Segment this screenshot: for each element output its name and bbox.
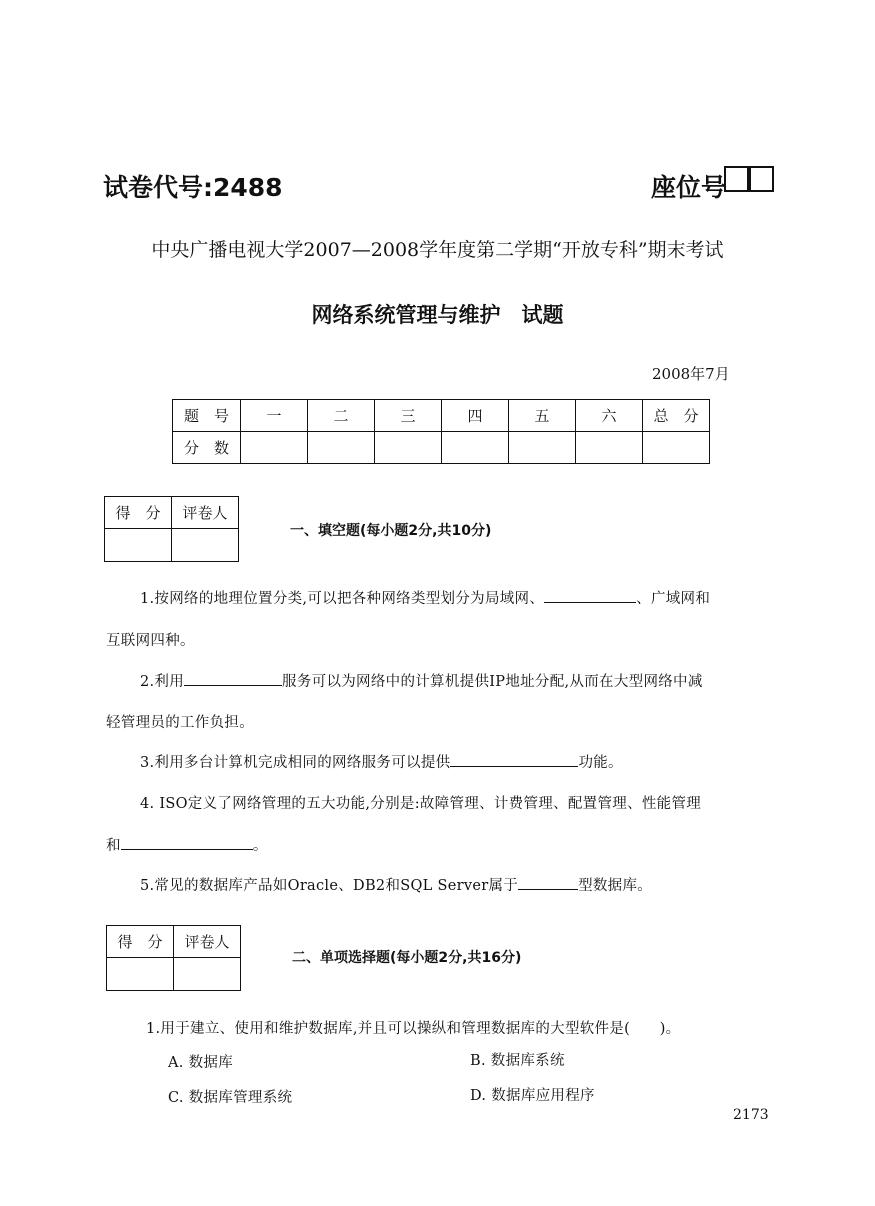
question-text: 型数据库。 (578, 878, 653, 894)
answer-blank[interactable] (184, 671, 282, 686)
mcq-option-c[interactable]: C. 数据库管理系统 (168, 1090, 293, 1106)
question-text: 1.按网络的地理位置分类,可以把各种网络类型划分为局域网、 (140, 591, 545, 607)
score-cell[interactable] (442, 432, 509, 464)
question-text: 。 (252, 838, 268, 854)
score-cell[interactable] (643, 432, 710, 464)
score-table-column-header: 六 (576, 400, 643, 432)
seat-number-box[interactable] (724, 166, 749, 192)
question-text: 、广域网和 (636, 591, 711, 607)
grade-score-label: 得 分 (107, 926, 174, 958)
score-cell[interactable] (576, 432, 643, 464)
mcq-question-1: 1.用于建立、使用和维护数据库,并且可以操纵和管理数据库的大型软件是( )。 (146, 1021, 681, 1037)
score-table-column-header: 四 (442, 400, 509, 432)
question-2 (140, 670, 703, 691)
answer-blank[interactable] (518, 875, 578, 890)
question-2-continuation: 轻管理员的工作负担。 (106, 715, 254, 731)
grade-grader-label: 评卷人 (172, 497, 239, 529)
grade-score-cell[interactable] (107, 958, 174, 991)
score-cell[interactable] (375, 432, 442, 464)
exam-code: 试卷代号:2488 (103, 173, 283, 202)
score-table-column-header: 总 分 (643, 400, 710, 432)
grade-score-cell[interactable] (105, 529, 172, 562)
score-table-row-label: 分 数 (173, 432, 241, 464)
score-table-column-header: 二 (308, 400, 375, 432)
exam-title: 网络系统管理与维护 试题 (311, 303, 564, 327)
seat-number-label: 座位号 (651, 173, 727, 202)
question-text: 3.利用多台计算机完成相同的网络服务可以提供 (140, 755, 451, 771)
question-4: 4. ISO定义了网络管理的五大功能,分别是:故障管理、计费管理、配置管理、性能管理 (140, 796, 702, 812)
question-1 (140, 587, 710, 608)
grade-grader-label: 评卷人 (174, 926, 241, 958)
answer-blank[interactable] (544, 588, 636, 603)
answer-blank[interactable] (450, 752, 578, 767)
grade-score-label: 得 分 (105, 497, 172, 529)
question-1-continuation: 互联网四种。 (106, 633, 195, 649)
question-text: 5.常见的数据库产品如Oracle、DB2和SQL Server属于 (140, 878, 519, 894)
score-table-column-header: 三 (375, 400, 442, 432)
score-table-header-row (173, 400, 710, 432)
score-table-row-label: 题 号 (173, 400, 241, 432)
question-4-continuation (106, 834, 268, 855)
mcq-option-d[interactable]: D. 数据库应用程序 (470, 1088, 595, 1104)
question-text: 功能。 (578, 755, 623, 771)
score-table-column-header: 一 (241, 400, 308, 432)
section2-grade-table (106, 925, 241, 991)
grade-grader-cell[interactable] (172, 529, 239, 562)
score-table-column-header: 五 (509, 400, 576, 432)
question-text: 服务可以为网络中的计算机提供IP地址分配,从而在大型网络中减 (282, 674, 703, 690)
question-text: 和 (106, 838, 121, 854)
score-table-score-row (173, 432, 710, 464)
question-text: 2.利用 (140, 674, 185, 690)
section1-title: 一、填空题(每小题2分,共10分) (290, 523, 492, 539)
score-cell[interactable] (241, 432, 308, 464)
score-table (172, 399, 710, 464)
score-cell[interactable] (308, 432, 375, 464)
answer-blank[interactable] (121, 835, 253, 850)
exam-date: 2008年7月 (652, 365, 730, 383)
score-cell[interactable] (509, 432, 576, 464)
mcq-option-b[interactable]: B. 数据库系统 (470, 1053, 565, 1069)
section2-title: 二、单项选择题(每小题2分,共16分) (292, 950, 522, 966)
grade-grader-cell[interactable] (174, 958, 241, 991)
question-3 (140, 751, 623, 772)
question-5 (140, 874, 652, 895)
section1-grade-table (104, 496, 239, 562)
mcq-option-a[interactable]: A. 数据库 (168, 1055, 233, 1071)
seat-number-box[interactable] (749, 166, 774, 192)
exam-institution-line: 中央广播电视大学2007—2008学年度第二学期“开放专科”期末考试 (151, 239, 724, 261)
page-number: 2173 (733, 1107, 769, 1123)
